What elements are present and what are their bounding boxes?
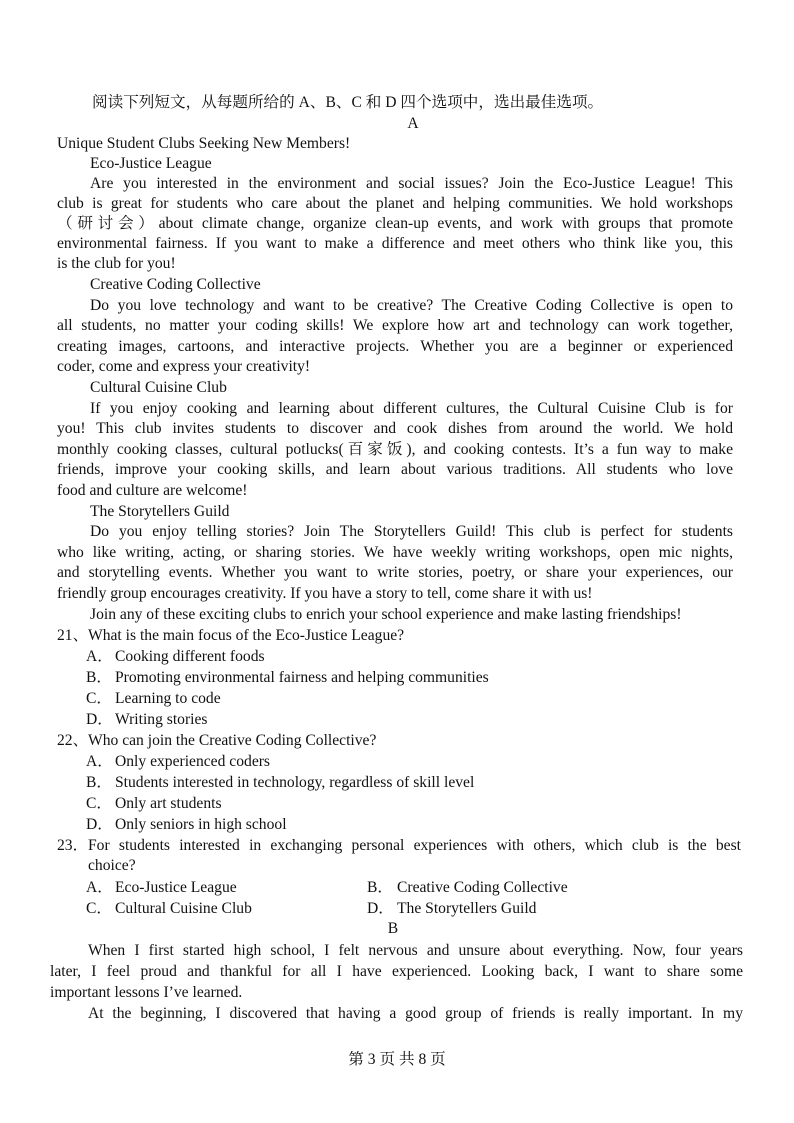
club-text-line: club is great for students who care about the planet and helping communities. We hold workshops	[57, 195, 733, 212]
option-letter: D．	[367, 900, 394, 917]
passage-b-line: At the beginning, I discovered that having a good group of friends is really important. In my	[88, 1005, 743, 1022]
option-letter: B．	[86, 669, 112, 686]
club-text-line: friendly group encourages creativity. If you have a story to tell, come share it with us!	[57, 585, 593, 602]
question-number: 22、	[57, 732, 89, 749]
club-name-eco-justice: Eco-Justice League	[90, 155, 212, 172]
option-letter: C．	[86, 690, 112, 707]
club-text-line: environmental fairness. If you want to make a difference and meet others who think like you, this	[57, 235, 733, 252]
option-letter: C．	[86, 900, 112, 917]
option-text: Eco-Justice League	[115, 879, 237, 896]
option-text: Creative Coding Collective	[397, 879, 568, 896]
option-letter: D．	[86, 711, 113, 728]
passage-a-closing: Join any of these exciting clubs to enrich your school experience and make lasting friendships!	[90, 606, 682, 623]
club-text-line: and storytelling events. Whether you want to write stories, poetry, or share your experiences, our	[57, 564, 733, 581]
club-text-line: Do you enjoy telling stories? Join The Storytellers Guild! This club is perfect for students	[90, 523, 733, 540]
club-name-storytellers: The Storytellers Guild	[90, 503, 230, 520]
option-text: Promoting environmental fairness and helping communities	[115, 669, 489, 686]
option-letter: A．	[86, 648, 113, 665]
question-number: 23．	[57, 837, 89, 854]
club-text-line: If you enjoy cooking and learning about different cultures, the Cultural Cuisine Club is for	[90, 400, 733, 417]
club-text-line: （研讨会）about climate change, organize clean-up events, and work with groups that promote	[57, 215, 733, 232]
club-text-line: is the club for you!	[57, 255, 176, 272]
club-text-line: all students, no matter your coding skills! We explore how art and technology can work together,	[57, 317, 733, 334]
passage-b-line: When I first started high school, I felt nervous and unsure about everything. Now, four years	[88, 942, 743, 959]
passage-a-heading: Unique Student Clubs Seeking New Members!	[57, 135, 351, 152]
option-letter: B．	[86, 774, 112, 791]
club-text-line: food and culture are welcome!	[57, 482, 248, 499]
option-letter: A．	[86, 753, 113, 770]
club-name-creative-coding: Creative Coding Collective	[90, 276, 261, 293]
question-stem: choice?	[88, 857, 136, 874]
club-text-line: you! This club invites students to discover and cook dishes from around the world. We hold	[57, 420, 733, 437]
option-letter: D．	[86, 816, 113, 833]
passage-b-line: important lessons I’ve learned.	[50, 984, 243, 1001]
option-text: Only seniors in high school	[115, 816, 287, 833]
option-letter: A．	[86, 879, 113, 896]
option-text: Only experienced coders	[115, 753, 271, 770]
instructions: 阅读下列短文，从每题所给的 A、B、C 和 D 四个选项中，选出最佳选项。	[92, 94, 604, 111]
option-text: Students interested in technology, regardless of skill level	[115, 774, 475, 791]
option-text: Learning to code	[115, 690, 221, 707]
club-text-line: Do you love technology and want to be creative? The Creative Coding Collective is open to	[90, 297, 733, 314]
question-number: 21、	[57, 627, 89, 644]
club-name-cultural-cuisine: Cultural Cuisine Club	[90, 379, 227, 396]
club-text-line: monthly cooking classes, cultural potlucks(百家饭), and cooking contests. It’s a fun way to make	[57, 441, 733, 458]
option-letter: C．	[86, 795, 112, 812]
passage-b-line: later, I feel proud and thankful for all I have experienced. Looking back, I want to share some	[50, 963, 743, 980]
passage-b-label: B	[387, 920, 399, 937]
option-text: Only art students	[115, 795, 222, 812]
question-stem: For students interested in exchanging personal experiences with others, which club is the best	[88, 837, 741, 854]
option-text: Writing stories	[115, 711, 208, 728]
club-text-line: who like writing, acting, or sharing stories. We have weekly writing workshops, open mic nights,	[57, 544, 733, 561]
option-text: Cultural Cuisine Club	[115, 900, 252, 917]
option-text: Cooking different foods	[115, 648, 265, 665]
club-text-line: Are you interested in the environment and social issues? Join the Eco-Justice League! This	[90, 175, 733, 192]
question-stem: What is the main focus of the Eco-Justice League?	[88, 627, 405, 644]
passage-a-label: A	[407, 115, 419, 132]
club-text-line: friends, improve your cooking skills, and learn about various traditions. All students who love	[57, 461, 733, 478]
option-text: The Storytellers Guild	[397, 900, 537, 917]
question-stem: Who can join the Creative Coding Collective?	[88, 732, 377, 749]
option-letter: B．	[367, 879, 393, 896]
page-footer: 第 3 页 共 8 页	[348, 1051, 446, 1068]
club-text-line: coder, come and express your creativity!	[57, 358, 311, 375]
club-text-line: creating images, cartoons, and interactive projects. Whether you are a beginner or experienced	[57, 338, 733, 355]
